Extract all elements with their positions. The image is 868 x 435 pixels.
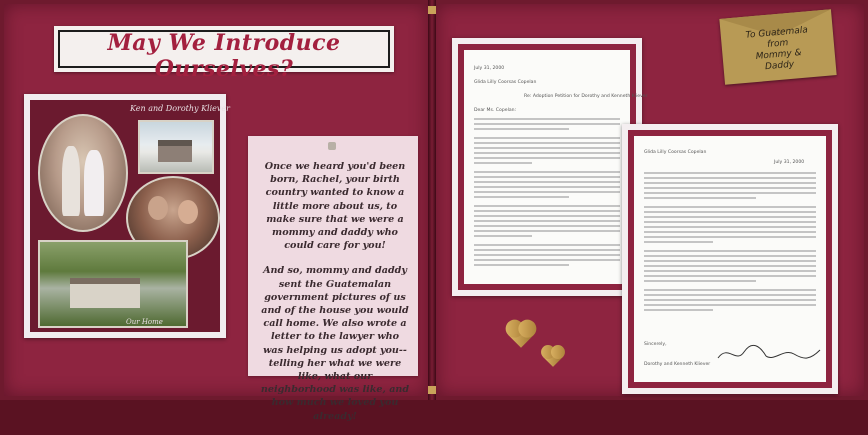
letter-frame (628, 130, 832, 388)
couple-standing-photo (38, 114, 128, 232)
photo-caption-bottom: Our Home (126, 318, 163, 326)
story-paragraph: Once we heard you'd been born, Rachel, your birth country wanted to know a little more about us, to make sure that we were a mommy and daddy who could care for you! (264, 161, 406, 252)
face-shape (178, 200, 198, 224)
letter-paper-1 (464, 50, 648, 284)
photo-collage (30, 100, 230, 332)
letter-recipient: Glida Lilly Coorsas Copelan (644, 150, 707, 155)
photo-caption: Ken and Dorothy Kliever (130, 104, 230, 113)
letter-paper-2 (634, 136, 826, 382)
letter-salutation: Dear Ms. Copelan: (474, 108, 517, 113)
story-paragraph: And so, mommy and daddy sent the Guatemalan government pictures of us and of the house you would call home. We also wrote a letter to the lawyer who was helping us adopt you-- telling her what we were like, what our neighborhood was like, and how much we loved you already! (260, 265, 410, 422)
house-shape (158, 140, 192, 162)
gold-heart-charm (508, 322, 533, 347)
title-banner (54, 26, 394, 82)
envelope-line: To Guatemala (745, 25, 809, 41)
letter-body-lines (644, 172, 816, 314)
letter-frame (458, 44, 648, 290)
letter-date: July 31, 2000 (474, 66, 505, 71)
left-page (4, 4, 428, 422)
letter-mat-1 (452, 38, 648, 296)
story-text (260, 160, 410, 435)
letter-date: July 31, 2000 (774, 160, 805, 165)
story-vellum (248, 136, 418, 422)
house-shape (70, 278, 140, 308)
face-shape (148, 196, 168, 220)
signature-scribble (714, 342, 824, 364)
brad-fastener (328, 142, 336, 150)
photo-collage-mat (24, 94, 230, 338)
envelope-line: Daddy (764, 59, 795, 73)
person-figure (62, 146, 80, 216)
letter-recipient: Glida Lilly Coorsas Copelan (474, 80, 537, 85)
letter-re-line: Re: Adoption Petition for Dorothy and Kenneth Kliever (524, 94, 648, 99)
letter-signers: Dorothy and Kenneth Kliever (644, 362, 711, 367)
letter-closing: Sincerely, (644, 342, 667, 347)
book-gutter (428, 0, 436, 400)
house-winter-photo (138, 120, 214, 174)
gold-heart-charm (543, 347, 563, 367)
letter-body-lines (474, 118, 620, 269)
letter-mat-2 (622, 124, 838, 394)
page-title: May We Introduce Ourselves? (107, 30, 341, 82)
envelope-text (721, 23, 836, 77)
envelope-line: from (766, 38, 789, 50)
envelope (719, 9, 836, 85)
right-page (436, 4, 864, 396)
envelope-line: Mommy & (755, 47, 803, 62)
house-summer-photo (38, 240, 188, 328)
person-figure (84, 150, 104, 216)
